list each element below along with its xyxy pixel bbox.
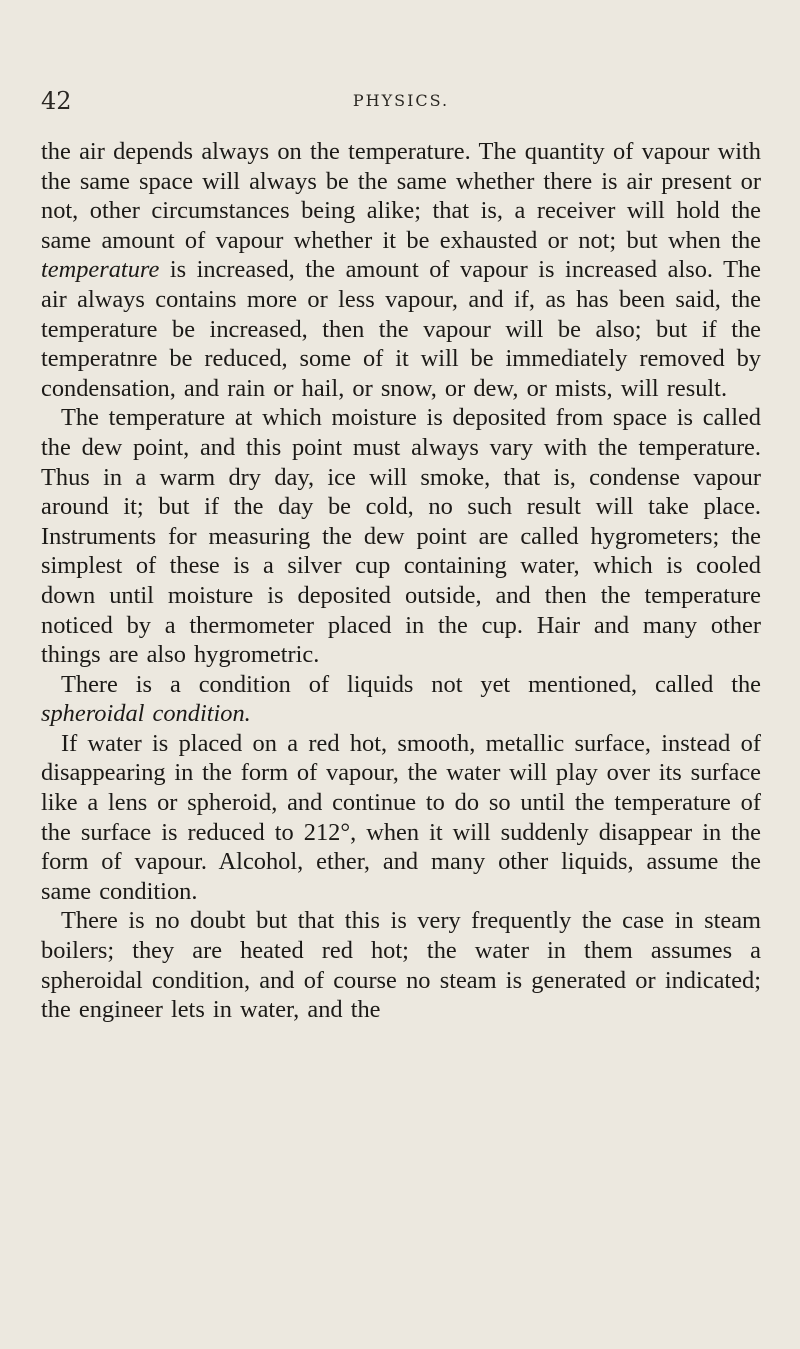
paragraph-steam-boilers — [41, 906, 761, 1024]
body-text — [41, 137, 761, 1025]
page-number: 42 — [41, 87, 72, 115]
italic-temperature: temperature — [41, 256, 160, 284]
text-segment: is increased, the amount of vapour is increased also. The air always contains more or less vapour, and if, as has been said, the temperature be increased, then the vapour will be also; but if the temperatnre be reduced, some of it will be immediately removed by condensation, and rain or hail, or snow, or dew, or mists, will result. — [41, 256, 761, 402]
text-segment: The temperature at which moisture is deposited from space is called the dew point, and this point must always vary with the temperature. Thus in a warm dry day, ice will smoke, that is, condense vapour around it; but if the day be cold, no such result will take place. Instruments for measuring the dew point are called hygrometers; the simplest of these is a silver cup containing water, which is cooled down until moisture is deposited outside, and then the temperature noticed by a thermometer placed in the cup. Hair and many other things are also hygrometric. — [41, 404, 761, 669]
text-segment: the air depends always on the temperature. The quantity of vapour with the same space will always be the same whether there is air present or not, other circumstances being alike; that is, a receiver will hold the same amount of vapour whether it be exhausted or not; but when the — [41, 138, 761, 254]
paragraph-dew-point — [41, 403, 761, 669]
italic-spheroidal-condition: spheroidal condition. — [41, 700, 251, 728]
running-head: PHYSICS. — [352, 91, 450, 110]
text-segment: There is a condition of liquids not yet mentioned, called the — [61, 670, 761, 698]
text-segment: There is no doubt but that this is very frequently the case in steam boilers; they are heated red hot; the water in them assumes a spheroidal condition, and of course no steam is generated or indicated; the engineer lets in water, and the — [41, 907, 761, 1024]
text-segment: If water is placed on a red hot, smooth, metallic surface, instead of disappearing in the form of vapour, the water will play over its surface like a lens or spheroid, and continue to do so until the temperature of the surface is reduced to 212°, when it will suddenly disappear in the form of vapour. Alcohol, ether, and many other liquids, assume the same condition. — [41, 729, 761, 905]
paragraph-vapour-temperature — [41, 137, 761, 403]
paragraph-spheroidal-intro — [41, 670, 761, 729]
page-header — [41, 86, 761, 116]
paragraph-water-hot-surface — [41, 729, 761, 907]
